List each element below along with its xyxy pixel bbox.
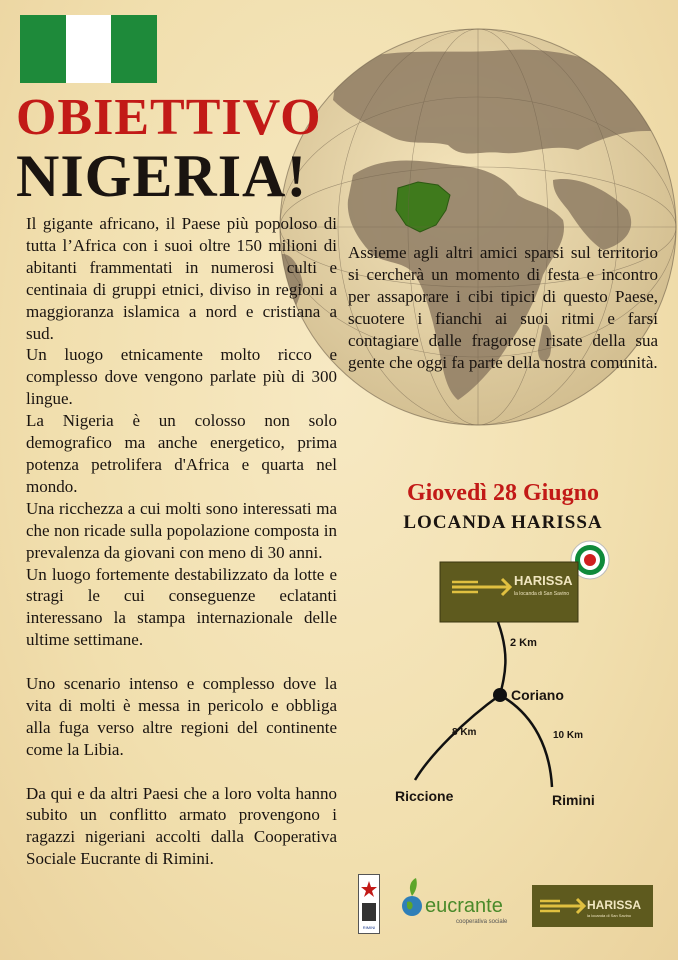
distance-left: 8 Km — [452, 727, 477, 738]
paragraph-scenario: Uno scenario intenso e complesso dove la vita di molti è messa in pericolo e obbliga alla fuga verso altre regioni del continente come la Libia. — [26, 674, 337, 759]
caritas-logo — [358, 874, 380, 934]
caritas-cross-icon — [361, 881, 377, 897]
distance-right: 10 Km — [553, 730, 584, 741]
eucrante-name: eucrante — [425, 895, 503, 917]
coriano-marker — [493, 688, 507, 702]
harissa-logo-sub: la locanda di San Savino — [587, 913, 632, 918]
paragraph-origin: Da qui e da altri Paesi che a loro volta hanno subito un conflitto armato provengono i ragazzi nigeriani accolti dalla Cooperativa Sociale Eucrante di Rimini. — [26, 783, 337, 869]
harissa-logo — [532, 885, 653, 927]
title-nigeria: NIGERIA! — [16, 143, 308, 209]
leaf-icon — [410, 878, 417, 896]
harissa-sign-name: HARISSA — [514, 573, 573, 588]
title-obiettivo: OBIETTIVO — [16, 89, 322, 146]
directions-map — [360, 535, 660, 825]
caritas-building-icon — [362, 903, 376, 921]
flag-right-stripe — [111, 15, 157, 83]
paragraph-colossus: La Nigeria è un colosso non solo demografico ma anche energetico, prima potenza petrolifera d'Africa e quarta nel mondo. — [26, 411, 337, 496]
eucrante-logo — [398, 876, 523, 928]
paragraph-wealth: Una ricchezza a cui molti sono interessati ma che non ricade sulla popolazione composta in prevalenza da giovani con meno di 30 anni. — [26, 498, 337, 562]
harissa-sign-sub: la locanda di San Savino — [514, 591, 570, 597]
road-north — [498, 622, 505, 695]
paragraph-destabilized: Un luogo fortemente destabilizzato da lotte e stragi le cui conseguenze eclatanti interessano la stampa internazionale delle ultime settimane. — [26, 564, 337, 650]
eucrante-subtitle: cooperativa sociale — [456, 919, 508, 925]
event-venue: LOCANDA HARISSA — [403, 512, 603, 533]
right-column-text: Assieme agli altri amici sparsi sul territorio si cercherà un momento di festa e incontro per assaporare i cibi tipici di questo Paese, scuotere i fianchi ai suoi ritmi e farsi contagiare dalle fragorose risate della sua gente che oggi fa parte della nostra comunità. — [348, 243, 658, 372]
road-rimini — [500, 695, 552, 787]
flag-left-stripe — [20, 15, 66, 83]
paragraph-intro: Il gigante africano, il Paese più popoloso di tutta l’Africa con i suoi oltre 150 milioni di abitanti frammentati in numerosi culti e centinaia di gruppi etnici, diviso in regioni a maggioranza islamica a nord e cristiana a sud. — [26, 214, 337, 343]
harissa-sign — [440, 562, 578, 622]
nigeria-flag — [20, 15, 157, 83]
paragraph-languages: Un luogo etnicamente molto ricco e complesso dove vengono parlate più di 300 lingue. — [26, 345, 337, 409]
town-riccione: Riccione — [395, 788, 454, 804]
caritas-label: RIMINI — [362, 925, 376, 930]
town-coriano: Coriano — [511, 687, 564, 703]
town-rimini: Rimini — [552, 792, 595, 808]
flag-middle-stripe — [66, 15, 112, 83]
event-date: Giovedì 28 Giugno — [406, 480, 600, 506]
distance-top: 2 Km — [510, 637, 537, 649]
harissa-logo-name: HARISSA — [587, 898, 642, 912]
left-column-text — [26, 213, 337, 870]
